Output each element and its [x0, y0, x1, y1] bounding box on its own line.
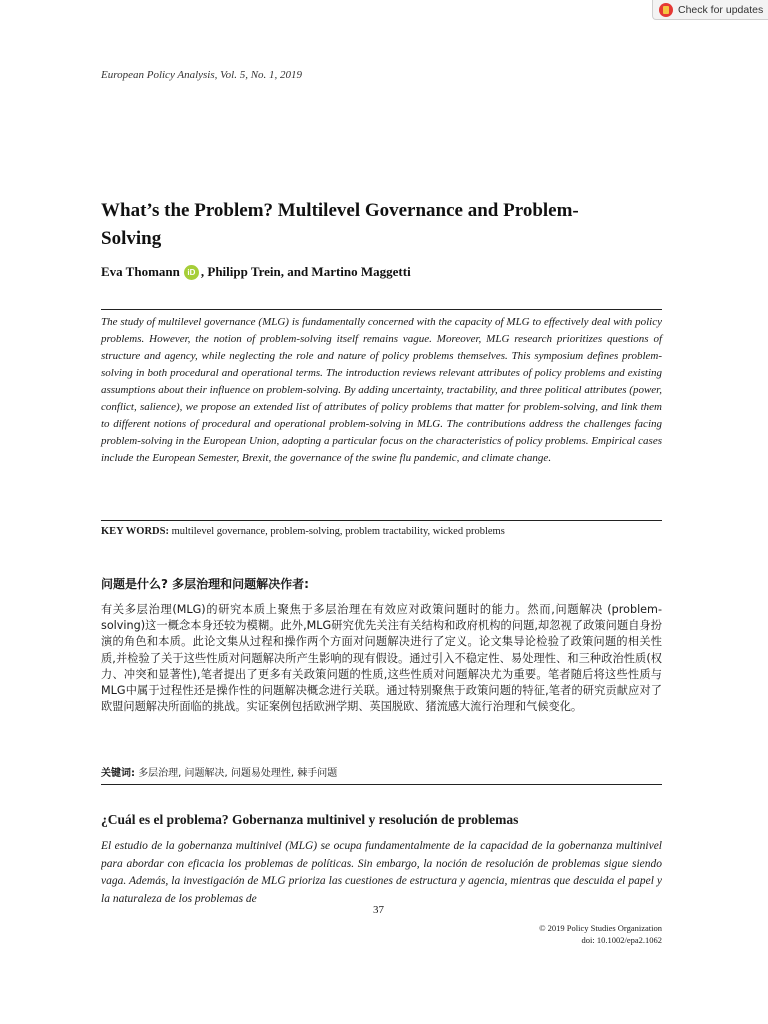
copyright-line: © 2019 Policy Studies Organization	[539, 923, 662, 933]
chinese-keywords	[101, 764, 337, 779]
chinese-bottom-rule	[101, 784, 662, 785]
chinese-title: 问题是什么? 多层治理和问题解决作者:	[101, 577, 309, 591]
abstract-top-rule	[101, 309, 662, 310]
keywords-label: KEY WORDS:	[101, 526, 169, 537]
page-number: 37	[373, 904, 384, 916]
english-keywords	[101, 526, 505, 537]
crossmark-icon	[659, 3, 673, 17]
check-for-updates-badge[interactable]	[652, 0, 768, 20]
author-rest: , Philipp Trein, and Martino Maggetti	[200, 264, 411, 279]
chinese-abstract: 有关多层治理(MLG)的研究本质上聚焦于多层治理在有效应对政策问题时的能力。然而,问题解决 (problem-solving)这一概念本身还较为模糊。此外,MLG研究优先关注有关结构和政府机构的问题,却忽视了政策问题自身扮演的角色和本质。此论文集从过程和操作两个方面对问题解决进行了定义。论文集导论检验了政策问题的相关性质,并检验了关于这些性质对问题解决所产生影响的现有假设。通过引入不稳定性、易处理性、和三种政治性质(权力、冲突和显著性),笔者提出了更多有关政策问题的性质,这些性质对问题解决尤为重要。笔者随后将这些性质与MLG中属于过程性还是操作性的问题解决概念进行关联。通过特别聚焦于政策问题的特征,笔者的研究贡献应对了欧盟问题解决所面临的挑战。实证案例包括欧洲学期、英国脱欧、猪流感大流行治理和气候变化。	[101, 603, 662, 714]
keywords-text: multilevel governance, problem-solving, problem tractability, wicked problems	[171, 526, 505, 537]
chinese-keywords-label: 关键词:	[101, 768, 135, 779]
author-list	[101, 264, 411, 280]
english-abstract: The study of multilevel governance (MLG) is fundamentally concerned with the capacity of MLG to effectively deal with policy problems. However, the notion of problem-solving itself remains vague. Moreover, MLG research prioritizes questions of structure and agency, while neglecting the role and nature of policy problems themselves. This symposium defines problem-solving in both procedural and operational terms. The introduction reviews relevant attributes of policy problems and existing assumptions about their influence on problem-solving. By adding uncertainty, tractability, and three political attributes (power, conflict, salience), we propose an extended list of attributes of policy problems that matter for problem-solving, and link them to different notions of procedural and operational problem-solving in MLG. The contributions address the challenges facing problem-solving in the European Union, adopting a particular focus on the characteristics of policy problems. Empirical cases include the European Semester, Brexit, the governance of the swine flu pandemic, and climate change.	[101, 316, 662, 464]
article-title: What’s the Problem? Multilevel Governance and Problem-Solving	[101, 200, 579, 249]
spanish-abstract: El estudio de la gobernanza multinivel (MLG) se ocupa fundamentalmente de la capacidad de la gobernanza multinivel para abordar con eficacia los problemas de políticas. Sin embargo, la noción de resolución de problemas sigue siendo vaga. Además, la investigación de MLG prioriza las cuestiones de estructura y agencia, mientras que descuida el papel y la naturaleza de los problemas de	[101, 840, 662, 905]
orcid-icon[interactable]: iD	[184, 265, 199, 280]
journal-citation: European Policy Analysis, Vol. 5, No. 1, 2019	[101, 69, 303, 81]
check-for-updates-label: Check for updates	[678, 3, 764, 16]
author-first: Eva Thomann	[101, 264, 180, 279]
spanish-title: ¿Cuál es el problema? Gobernanza multinivel y resolución de problemas	[101, 812, 519, 827]
chinese-keywords-text: 多层治理, 问题解决, 问题易处理性, 棘手问题	[138, 768, 338, 779]
copyright-block	[539, 922, 662, 946]
doi-line[interactable]: doi: 10.1002/epa2.1062	[581, 935, 662, 945]
abstract-bottom-rule	[101, 520, 662, 521]
